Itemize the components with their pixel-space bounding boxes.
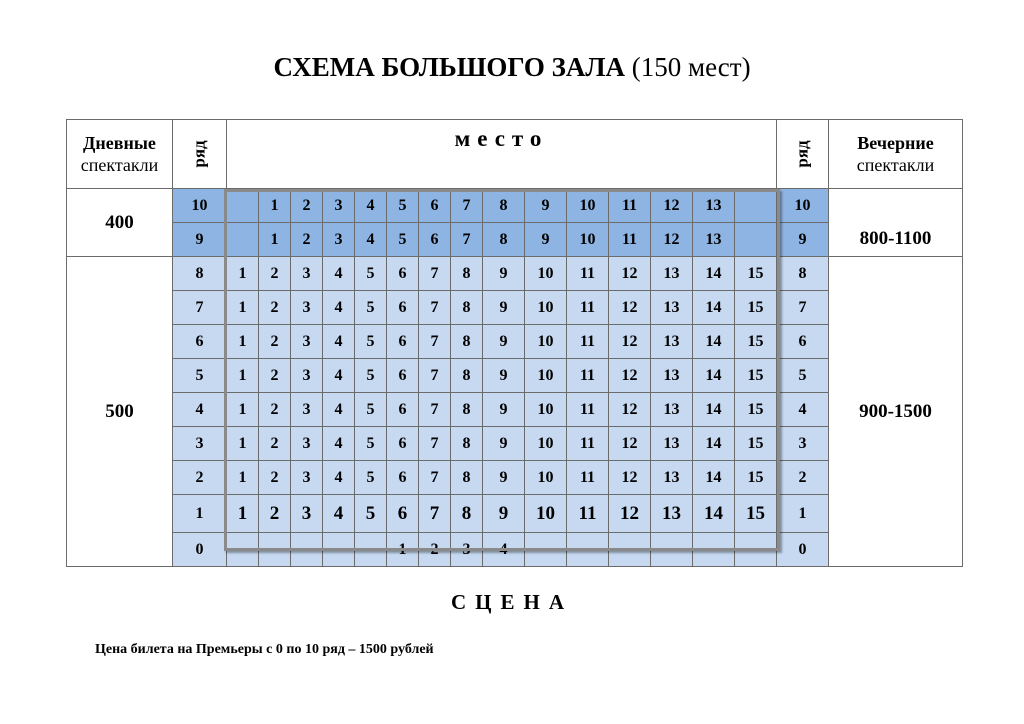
seat[interactable]: 2: [259, 325, 291, 359]
seat[interactable]: 3: [291, 393, 323, 427]
seat[interactable]: 6: [419, 189, 451, 223]
seat[interactable]: 9: [483, 325, 525, 359]
seat[interactable]: 2: [259, 257, 291, 291]
seat[interactable]: 7: [419, 427, 451, 461]
seat[interactable]: 7: [419, 257, 451, 291]
seat[interactable]: 6: [387, 325, 419, 359]
seat-row: [67, 325, 963, 359]
seat-row: [67, 223, 963, 257]
row-number-left: 3: [173, 427, 227, 461]
seat[interactable]: 11: [567, 359, 609, 393]
seat[interactable]: 6: [387, 495, 419, 533]
seat[interactable]: 9: [483, 257, 525, 291]
seat-row: [67, 257, 963, 291]
seat[interactable]: 1: [227, 427, 259, 461]
seat[interactable]: 4: [323, 325, 355, 359]
seat[interactable]: 4: [323, 359, 355, 393]
row-number-right: 9: [777, 223, 829, 257]
seat[interactable]: 12: [609, 257, 651, 291]
seat[interactable]: 3: [291, 325, 323, 359]
row-header-right: ряд: [777, 120, 829, 189]
seat[interactable]: 15: [735, 325, 777, 359]
seat[interactable]: 1: [227, 495, 259, 533]
seat[interactable]: 12: [609, 359, 651, 393]
seat-header: место: [227, 120, 777, 189]
seat[interactable]: 9: [525, 189, 567, 223]
title-main: СХЕМА БОЛЬШОГО ЗАЛА: [273, 52, 626, 82]
seat[interactable]: 14: [693, 495, 735, 533]
seat[interactable]: 2: [259, 461, 291, 495]
title-capacity: (150 мест): [631, 52, 751, 82]
seat[interactable]: 11: [567, 461, 609, 495]
seat[interactable]: 7: [419, 495, 451, 533]
seat[interactable]: 5: [355, 359, 387, 393]
seat[interactable]: 1: [387, 533, 419, 567]
seat[interactable]: 12: [609, 325, 651, 359]
seat[interactable]: 1: [227, 291, 259, 325]
row-number-right: 2: [777, 461, 829, 495]
seat[interactable]: 4: [323, 427, 355, 461]
evening-price-rows-1-8: 900-1500: [829, 257, 963, 567]
seat[interactable]: 14: [693, 325, 735, 359]
seat[interactable]: 7: [419, 393, 451, 427]
empty-cell: [567, 533, 609, 567]
seat[interactable]: 6: [387, 427, 419, 461]
row-number-left: 2: [173, 461, 227, 495]
empty-cell: [355, 533, 387, 567]
seat[interactable]: 5: [355, 495, 387, 533]
seat[interactable]: 2: [419, 533, 451, 567]
seat-row: [67, 291, 963, 325]
seat[interactable]: 14: [693, 257, 735, 291]
seat[interactable]: 13: [651, 461, 693, 495]
seat[interactable]: 2: [259, 393, 291, 427]
day-price-rows-9-10: 400: [67, 189, 173, 257]
empty-cell: [227, 223, 259, 257]
seat[interactable]: 15: [735, 291, 777, 325]
seat[interactable]: 14: [693, 461, 735, 495]
seat[interactable]: 6: [387, 359, 419, 393]
seat[interactable]: 13: [693, 223, 735, 257]
seat[interactable]: 9: [483, 427, 525, 461]
empty-cell: [693, 533, 735, 567]
evening-performances-header: Вечерние спектакли: [829, 120, 963, 189]
row-number-right: 0: [777, 533, 829, 567]
seat[interactable]: 10: [525, 257, 567, 291]
evening-price-rows-9-10: 800-1100: [829, 189, 963, 257]
seat[interactable]: 15: [735, 495, 777, 533]
row-header-left: ряд: [173, 120, 227, 189]
seat[interactable]: 5: [355, 325, 387, 359]
seat[interactable]: 4: [483, 533, 525, 567]
seat[interactable]: 9: [483, 359, 525, 393]
seat[interactable]: 8: [451, 257, 483, 291]
day-price-rows-1-8: 500: [67, 257, 173, 567]
seat[interactable]: 3: [323, 223, 355, 257]
seat[interactable]: 10: [525, 427, 567, 461]
seat[interactable]: 9: [483, 393, 525, 427]
seat[interactable]: 15: [735, 461, 777, 495]
seat[interactable]: 14: [693, 291, 735, 325]
seat[interactable]: 12: [609, 461, 651, 495]
seat[interactable]: 5: [355, 291, 387, 325]
seat[interactable]: 10: [525, 495, 567, 533]
seat[interactable]: 5: [355, 393, 387, 427]
seat[interactable]: 13: [651, 325, 693, 359]
seat[interactable]: 10: [567, 189, 609, 223]
seat[interactable]: 9: [483, 495, 525, 533]
seat[interactable]: 15: [735, 257, 777, 291]
empty-cell: [735, 223, 777, 257]
seat[interactable]: 4: [323, 291, 355, 325]
seat[interactable]: 12: [609, 291, 651, 325]
seat[interactable]: 2: [259, 495, 291, 533]
empty-cell: [259, 533, 291, 567]
empty-cell: [227, 189, 259, 223]
seat[interactable]: 6: [387, 393, 419, 427]
seat[interactable]: 5: [387, 223, 419, 257]
row-number-left: 10: [173, 189, 227, 223]
page-title: [0, 52, 1024, 83]
seat[interactable]: 13: [651, 257, 693, 291]
seat-row: [67, 461, 963, 495]
seat[interactable]: 14: [693, 359, 735, 393]
row-number-right: 6: [777, 325, 829, 359]
seat[interactable]: 5: [355, 257, 387, 291]
seat[interactable]: 13: [651, 495, 693, 533]
seat[interactable]: 2: [291, 223, 323, 257]
row-number-right: 7: [777, 291, 829, 325]
seat[interactable]: 6: [419, 223, 451, 257]
seat[interactable]: 15: [735, 393, 777, 427]
row-number-right: 5: [777, 359, 829, 393]
seat[interactable]: 2: [259, 359, 291, 393]
seat[interactable]: 4: [355, 189, 387, 223]
seat[interactable]: 3: [291, 461, 323, 495]
seat[interactable]: 10: [525, 393, 567, 427]
seat[interactable]: 8: [483, 189, 525, 223]
seat[interactable]: 3: [291, 427, 323, 461]
seat[interactable]: 8: [451, 393, 483, 427]
seat[interactable]: 10: [525, 359, 567, 393]
seat[interactable]: 13: [693, 189, 735, 223]
seat[interactable]: 10: [525, 325, 567, 359]
seat[interactable]: 1: [227, 359, 259, 393]
seat[interactable]: 6: [387, 461, 419, 495]
seat[interactable]: 11: [567, 257, 609, 291]
row-number-left: 9: [173, 223, 227, 257]
seat[interactable]: 11: [567, 325, 609, 359]
premiere-price-note: Цена билета на Премьеры с 0 по 10 ряд – 1500 рублей: [95, 642, 434, 657]
empty-cell: [651, 533, 693, 567]
seat[interactable]: 1: [227, 461, 259, 495]
seat[interactable]: 5: [387, 189, 419, 223]
seat[interactable]: 8: [451, 325, 483, 359]
seat[interactable]: 11: [567, 495, 609, 533]
seat[interactable]: 4: [323, 393, 355, 427]
seat[interactable]: 8: [451, 359, 483, 393]
seat-row: [67, 393, 963, 427]
empty-cell: [227, 533, 259, 567]
seat-row: [67, 427, 963, 461]
seat[interactable]: 3: [323, 189, 355, 223]
seat-row: [67, 533, 963, 567]
seat[interactable]: 7: [451, 189, 483, 223]
seat[interactable]: 8: [451, 495, 483, 533]
seat[interactable]: 4: [355, 223, 387, 257]
seat[interactable]: 1: [227, 325, 259, 359]
seating-chart-table: [66, 119, 963, 567]
seat[interactable]: 7: [419, 325, 451, 359]
seat[interactable]: 9: [525, 223, 567, 257]
row-number-right: 4: [777, 393, 829, 427]
seat[interactable]: 6: [387, 291, 419, 325]
seat[interactable]: 5: [355, 461, 387, 495]
seat[interactable]: 1: [259, 189, 291, 223]
row-number-right: 1: [777, 495, 829, 533]
seat[interactable]: 11: [567, 427, 609, 461]
seat[interactable]: 14: [693, 393, 735, 427]
day-performances-header: Дневные спектакли: [67, 120, 173, 189]
seat[interactable]: 2: [291, 189, 323, 223]
seat[interactable]: 7: [419, 359, 451, 393]
seat[interactable]: 8: [483, 223, 525, 257]
seat[interactable]: 13: [651, 359, 693, 393]
seat[interactable]: 9: [483, 291, 525, 325]
seat[interactable]: 12: [609, 393, 651, 427]
row-number-left: 7: [173, 291, 227, 325]
seat[interactable]: 12: [609, 495, 651, 533]
row-number-left: 0: [173, 533, 227, 567]
seat[interactable]: 10: [567, 223, 609, 257]
seat-row: [67, 359, 963, 393]
seat-row: [67, 189, 963, 223]
seat[interactable]: 1: [227, 257, 259, 291]
seat[interactable]: 3: [451, 533, 483, 567]
seat[interactable]: 10: [525, 291, 567, 325]
empty-cell: [323, 533, 355, 567]
seat[interactable]: 11: [567, 393, 609, 427]
row-number-left: 8: [173, 257, 227, 291]
seat[interactable]: 8: [451, 461, 483, 495]
row-number-left: 1: [173, 495, 227, 533]
seat[interactable]: 3: [291, 495, 323, 533]
seat[interactable]: 8: [451, 427, 483, 461]
seat[interactable]: 13: [651, 427, 693, 461]
seat[interactable]: 3: [291, 257, 323, 291]
seat[interactable]: 4: [323, 257, 355, 291]
seat[interactable]: 11: [609, 223, 651, 257]
seat[interactable]: 12: [651, 189, 693, 223]
empty-cell: [525, 533, 567, 567]
seat[interactable]: 9: [483, 461, 525, 495]
seat[interactable]: 4: [323, 461, 355, 495]
seat[interactable]: 11: [609, 189, 651, 223]
row-number-right: 10: [777, 189, 829, 223]
seat[interactable]: 13: [651, 291, 693, 325]
seat[interactable]: 14: [693, 427, 735, 461]
seat[interactable]: 11: [567, 291, 609, 325]
empty-cell: [291, 533, 323, 567]
seat[interactable]: 3: [291, 359, 323, 393]
seat[interactable]: 13: [651, 393, 693, 427]
seat[interactable]: 3: [291, 291, 323, 325]
seat[interactable]: 12: [651, 223, 693, 257]
row-number-right: 3: [777, 427, 829, 461]
seat[interactable]: 8: [451, 291, 483, 325]
row-number-left: 5: [173, 359, 227, 393]
seat[interactable]: 2: [259, 427, 291, 461]
row-number-left: 4: [173, 393, 227, 427]
row-number-right: 8: [777, 257, 829, 291]
seat-row: [67, 495, 963, 533]
seat[interactable]: 7: [419, 291, 451, 325]
seat[interactable]: 1: [227, 393, 259, 427]
seat[interactable]: 6: [387, 257, 419, 291]
seat[interactable]: 10: [525, 461, 567, 495]
empty-cell: [735, 533, 777, 567]
seat[interactable]: 7: [451, 223, 483, 257]
seat[interactable]: 4: [323, 495, 355, 533]
stage-label: СЦЕНА: [450, 590, 573, 614]
row-number-left: 6: [173, 325, 227, 359]
seat[interactable]: 7: [419, 461, 451, 495]
empty-cell: [609, 533, 651, 567]
seat[interactable]: 15: [735, 359, 777, 393]
seat[interactable]: 5: [355, 427, 387, 461]
empty-cell: [735, 189, 777, 223]
seat[interactable]: 2: [259, 291, 291, 325]
seat[interactable]: 15: [735, 427, 777, 461]
seat[interactable]: 1: [259, 223, 291, 257]
seat[interactable]: 12: [609, 427, 651, 461]
